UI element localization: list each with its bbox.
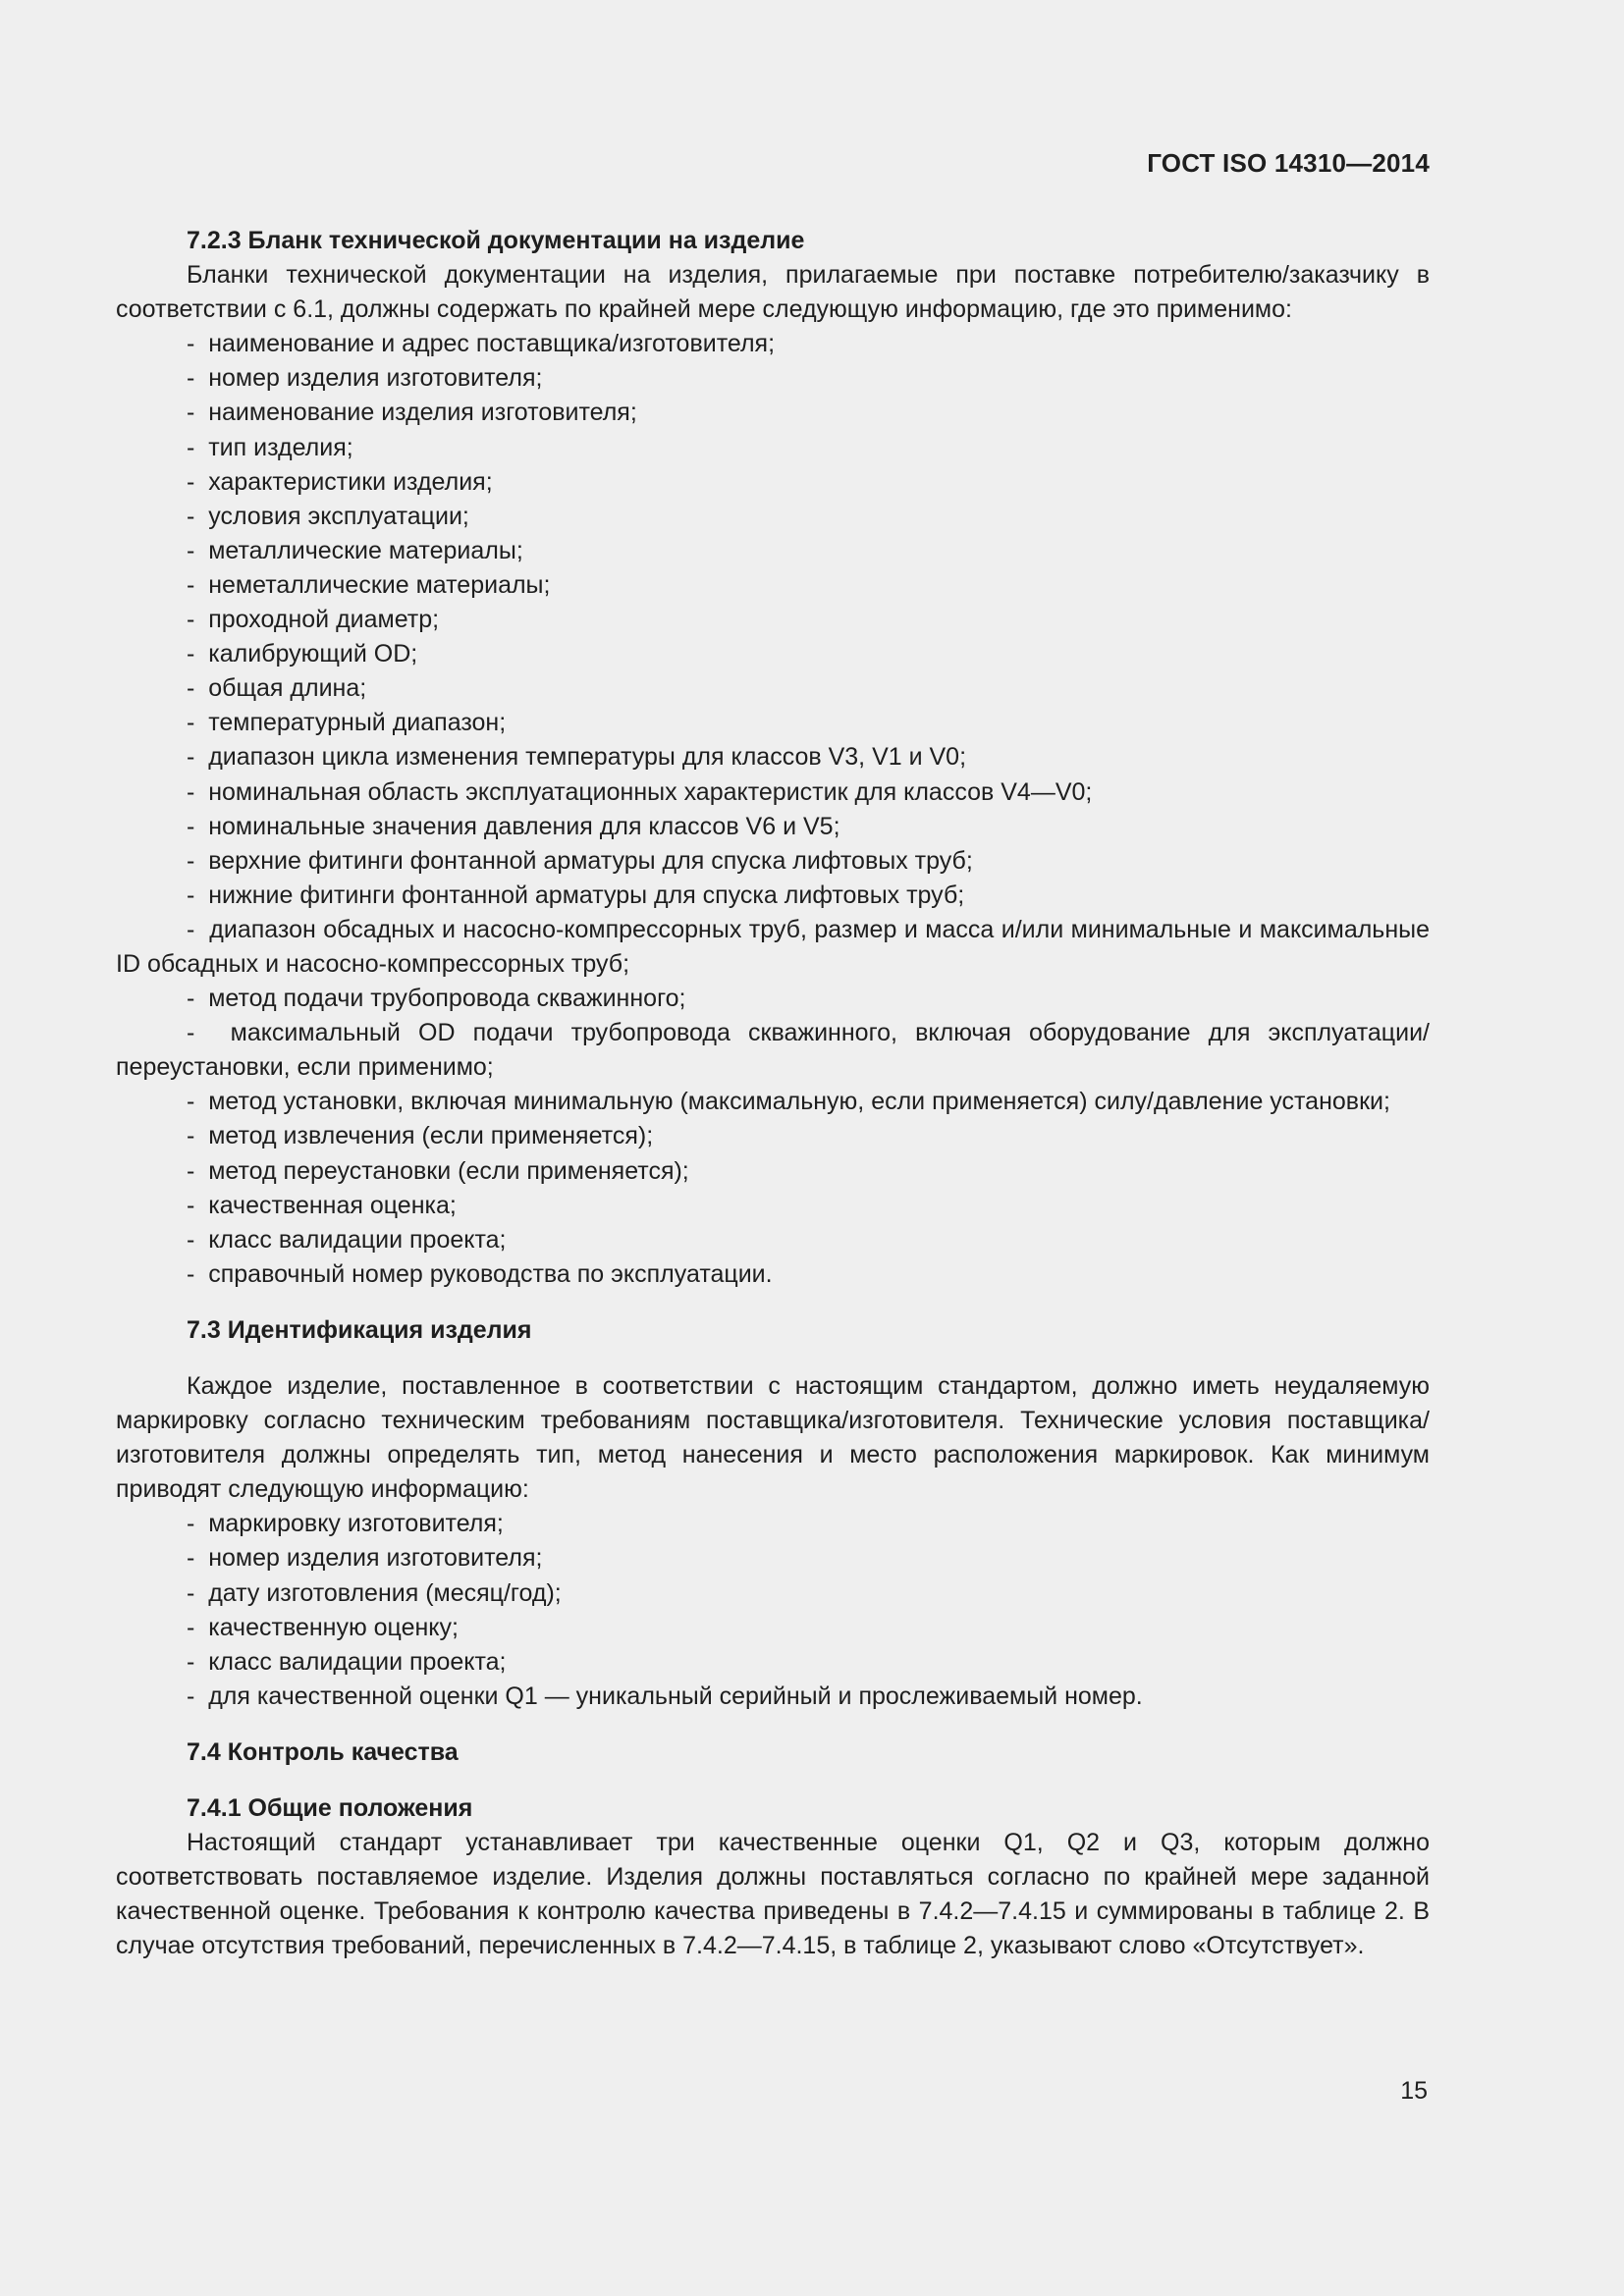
list-item-text: общая длина; — [208, 674, 367, 703]
list-item — [116, 740, 1430, 774]
list-item — [116, 361, 1430, 396]
list-item — [116, 844, 1430, 879]
list-item — [116, 1645, 1430, 1680]
dash-marker — [187, 847, 208, 875]
list-item — [116, 982, 1430, 1016]
list-item-text: метод извлечения (если применяется); — [208, 1122, 654, 1150]
list-item — [116, 396, 1430, 430]
list-item-text: качественную оценку; — [208, 1613, 459, 1641]
dash-marker — [187, 1614, 208, 1641]
list-item — [116, 1611, 1430, 1645]
dash-marker — [187, 606, 208, 633]
list-item — [116, 706, 1430, 740]
list-item — [116, 1507, 1430, 1541]
page-content — [116, 224, 1430, 1964]
list-item — [116, 1257, 1430, 1292]
list-item-text: металлические материалы; — [208, 536, 523, 564]
list-item — [116, 1680, 1430, 1714]
list-item-text: метод переустановки (если применяется); — [208, 1156, 689, 1185]
list-item-text: номинальная область эксплуатационных характеристик для классов V4—V0; — [208, 777, 1093, 806]
dash-marker — [187, 1544, 208, 1572]
list-item — [116, 431, 1430, 465]
dash-marker — [187, 1579, 208, 1607]
list-item-text: для качественной оценки Q1 — уникальный серийный и прослеживаемый номер. — [208, 1682, 1143, 1710]
list-item — [116, 500, 1430, 534]
heading-7-2-3: 7.2.3 Бланк технической документации на изделие — [187, 227, 805, 254]
list-item-text: калибрующий OD; — [208, 640, 418, 668]
paragraph-7-4-1: Настоящий стандарт устанавливает три качественные оценки Q1, Q2 и Q3, которым должно соответствовать поставляемое изделие. Изделия должны поставляться согласно по крайней мере заданной качественной оценке. Требования к контролю качества приведены в 7.4.2—7.4.15 и суммированы в таблице 2. В случае отсутствия требований, перечисленных в 7.4.2—7.4.15, в таблице 2, указывают слово «Отсутствует». — [116, 1829, 1430, 1960]
dash-marker — [187, 1226, 208, 1254]
dash-marker — [187, 985, 208, 1012]
list-item-text: неметаллические материалы; — [208, 570, 551, 599]
paragraph-7-3-intro: Каждое изделие, поставленное в соответствии с настоящим стандартом, должно иметь неудаляемую маркировку согласно техническим требованиям поставщика/изготовителя. Технические условия поставщика/изготовителя должны определять тип, метод нанесения и место расположения маркировок. Как минимум приводят следующую информацию: — [116, 1372, 1430, 1504]
dash-marker — [187, 537, 208, 564]
dash-marker — [187, 709, 208, 736]
heading-7-4: 7.4 Контроль качества — [187, 1737, 459, 1766]
list-item-text: метод установки, включая минимальную (максимальную, если применяется) силу/давление установки; — [208, 1088, 1390, 1116]
list-item — [116, 1189, 1430, 1223]
dash-marker — [187, 1260, 208, 1288]
dash-marker — [187, 1648, 208, 1676]
list-item — [116, 1085, 1430, 1119]
list-item-text: метод подачи трубопровода скважинного; — [208, 985, 686, 1013]
heading-7-3: 7.3 Идентификация изделия — [187, 1315, 532, 1344]
list-item-text: диапазон обсадных и насосно-компрессорных труб, размер и масса и/или минимальные и максимальные ID обсадных и насосно-компрессорных труб; — [116, 915, 1431, 978]
list-item-text: диапазон цикла изменения температуры для классов V3, V1 и V0; — [208, 743, 967, 772]
dash-marker — [187, 640, 208, 667]
list-item-text: наименование и адрес поставщика/изготовителя; — [208, 330, 776, 358]
paragraph-7-2-3-intro: Бланки технической документации на изделия, прилагаемые при поставке потребителю/заказчику в соответствии с 6.1, должны содержать по крайней мере следующую информацию, где это применимо: — [116, 261, 1430, 324]
list-item — [116, 534, 1430, 568]
list-item-text: номер изделия изготовителя; — [208, 1544, 543, 1573]
list-item — [116, 775, 1430, 810]
list-item-text: номинальные значения давления для классов V6 и V5; — [208, 812, 840, 840]
heading-7-4-1: 7.4.1 Общие положения — [187, 1794, 473, 1823]
list-item — [116, 568, 1430, 603]
list-item-text: наименование изделия изготовителя; — [208, 399, 637, 427]
list-item — [116, 637, 1430, 671]
list-item — [116, 1541, 1430, 1575]
list-item-text: максимальный OD подачи трубопровода скважинного, включая оборудование для эксплуатации/переустановки, если применимо; — [116, 1019, 1430, 1082]
dash-marker — [187, 743, 208, 771]
dash-marker — [187, 330, 208, 357]
list-item — [116, 1576, 1430, 1611]
list-item-text: класс валидации проекта; — [208, 1225, 507, 1254]
list-item-text: класс валидации проекта; — [208, 1647, 507, 1676]
list-item-text: условия эксплуатации; — [208, 502, 469, 530]
list-item-text: тип изделия; — [208, 433, 353, 461]
dash-marker — [187, 1019, 231, 1046]
dash-marker — [187, 434, 208, 461]
list-item — [116, 1016, 1430, 1085]
list-item-text: проходной диаметр; — [208, 606, 440, 634]
dash-marker — [187, 468, 208, 496]
list-item — [116, 913, 1430, 982]
list-item — [116, 1223, 1430, 1257]
list-item-text: номер изделия изготовителя; — [208, 364, 543, 393]
dash-marker — [187, 1682, 208, 1710]
dash-marker — [187, 1122, 208, 1149]
page-number: 15 — [1400, 2077, 1428, 2105]
dash-marker — [187, 1157, 208, 1185]
list-item — [116, 1119, 1430, 1153]
list-item — [116, 327, 1430, 361]
list-item — [116, 879, 1430, 913]
list-item-text: нижние фитинги фонтанной арматуры для спуска лифтовых труб; — [208, 881, 965, 909]
list-item — [116, 465, 1430, 500]
dash-marker — [187, 399, 208, 426]
dash-marker — [187, 503, 208, 530]
dash-marker — [187, 916, 209, 943]
list-7-2-3 — [116, 327, 1430, 1292]
dash-marker — [187, 778, 208, 806]
dash-marker — [187, 364, 208, 392]
list-item — [116, 1154, 1430, 1189]
list-item — [116, 671, 1430, 706]
list-item-text: верхние фитинги фонтанной арматуры для спуска лифтовых труб; — [208, 846, 973, 875]
list-item-text: характеристики изделия; — [208, 467, 493, 496]
dash-marker — [187, 1510, 208, 1537]
dash-marker — [187, 674, 208, 702]
dash-marker — [187, 571, 208, 599]
list-item-text: качественная оценка; — [208, 1191, 457, 1219]
dash-marker — [187, 881, 208, 909]
list-item — [116, 603, 1430, 637]
list-item-text: дату изготовления (месяц/год); — [208, 1578, 562, 1607]
dash-marker — [187, 1192, 208, 1219]
document-code: ГОСТ ISO 14310—2014 — [1147, 148, 1430, 178]
list-item — [116, 810, 1430, 844]
dash-marker — [187, 1088, 208, 1115]
list-item-text: справочный номер руководства по эксплуатации. — [208, 1259, 773, 1288]
list-item-text: маркировку изготовителя; — [208, 1510, 504, 1538]
list-item-text: температурный диапазон; — [208, 709, 507, 737]
list-7-3 — [116, 1507, 1430, 1714]
dash-marker — [187, 813, 208, 840]
